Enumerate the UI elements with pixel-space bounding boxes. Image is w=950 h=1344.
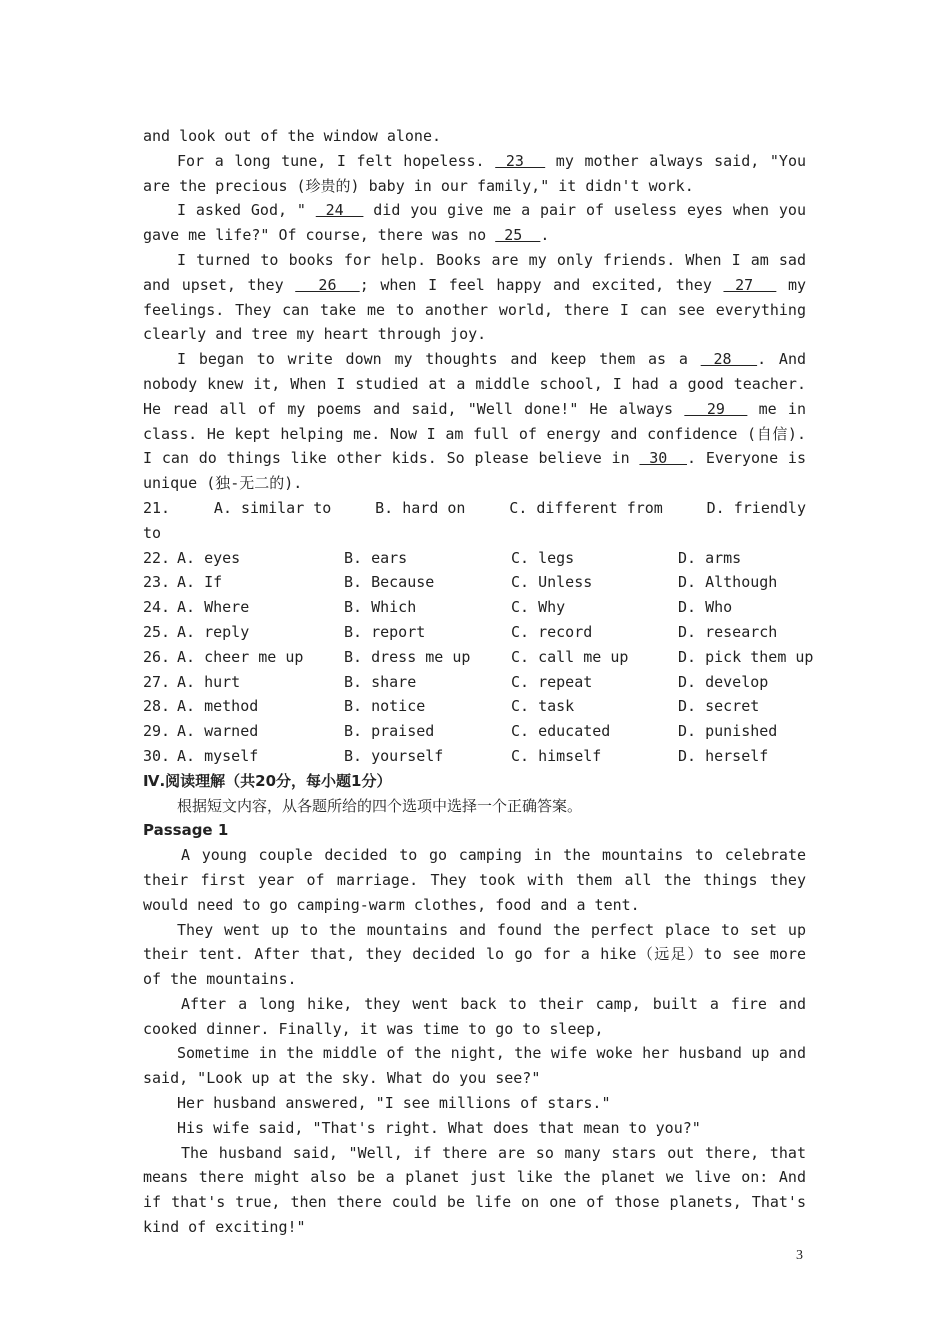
option-b: B. Which xyxy=(344,598,417,617)
passage-body xyxy=(143,843,806,1240)
question-21-wrap: to xyxy=(143,523,162,542)
question-number: 30. xyxy=(143,746,171,765)
option-c: C. legs xyxy=(511,548,575,567)
option-c: C. Why xyxy=(511,598,566,617)
option-b: B. hard on xyxy=(375,498,466,517)
question-row xyxy=(143,670,806,695)
question-row xyxy=(143,570,806,595)
option-b: B. dress me up xyxy=(344,647,471,666)
option-d: D. Although xyxy=(678,573,778,592)
option-a: A. Where xyxy=(177,598,250,617)
blank-29: 29 xyxy=(684,399,748,418)
option-b: B. report xyxy=(344,622,426,641)
cloze-paragraph: I turned to books for help. Books are my only friends. When I am sad and upset, they 26 ; when I feel happy and excited, they 27 my feelings. They can take me to another world, there I can see everything clearly and tree my heart through joy. xyxy=(143,250,807,344)
option-a: A. eyes xyxy=(177,548,241,567)
cloze-paragraph: I began to write down my thoughts and keep them as a 28 . And nobody knew it, When I studied at a middle school, I had a good teacher. He read all of my poems and said, "Well done!" He always 29 me in class. He kept helping me. Now I am full of energy and confidence (自信). I can do things like other kids. So please believe in 30 . Everyone is unique (独-无二的). xyxy=(143,350,807,493)
cloze-paragraph: I asked God, " 24 did you give me a pair of useless eyes when you gave me life?" Of course, there was no 25 . xyxy=(143,201,806,245)
question-row xyxy=(143,546,806,571)
blank-30: 30 xyxy=(639,449,687,468)
option-d: D. pick them up xyxy=(678,647,814,666)
cloze-paragraph: For a long tune, I felt hopeless. 23 my mother always said, "You are the precious (珍贵的) baby in our family," it didn't work. xyxy=(143,151,807,195)
option-a: A. hurt xyxy=(177,672,241,691)
option-c: C. educated xyxy=(511,722,611,741)
option-d: D. Who xyxy=(678,598,733,617)
question-number: 23. xyxy=(143,573,171,592)
blank-24: 24 xyxy=(315,201,364,220)
option-d: D. arms xyxy=(678,548,742,567)
instruction: 根据短文内容，从各题所给的四个选项中选择一个正确答案。 xyxy=(177,796,583,815)
option-a: A. reply xyxy=(177,622,250,641)
passage-paragraph: The husband said, "Well, if there are so many stars out there, that means there might also be a planet just like the planet we live on: And if that's true, then there could be life on one of those planets, That's kind of exciting!" xyxy=(143,1143,806,1237)
question-row xyxy=(143,694,806,719)
question-list xyxy=(143,546,814,769)
option-c: C. call me up xyxy=(511,647,629,666)
option-a: A. If xyxy=(177,573,223,592)
question-number: 25. xyxy=(143,622,171,641)
document-body xyxy=(143,124,814,1240)
blank-26: 26 xyxy=(295,275,360,294)
option-c: C. repeat xyxy=(511,672,593,691)
question-number: 22. xyxy=(143,548,171,567)
option-c: C. record xyxy=(511,622,593,641)
option-d: D. develop xyxy=(678,672,769,691)
option-d: D. punished xyxy=(678,722,778,741)
option-c: C. Unless xyxy=(511,573,593,592)
option-b: B. Because xyxy=(344,573,435,592)
question-row xyxy=(143,595,806,620)
passage-paragraph: They went up to the mountains and found the perfect place to set up their tent. After that, they decided lo go for a hike（远足）to see more of the mountains. xyxy=(143,920,806,989)
question-number: 28. xyxy=(143,697,171,716)
blank-25: 25 xyxy=(495,226,541,245)
passage-paragraph: His wife said, "That's right. What does that mean to you?" xyxy=(177,1118,701,1137)
section-heading: Ⅳ.阅读理解（共20分，每小题1分） xyxy=(143,771,392,790)
passage-paragraph: After a long hike, they went back to their camp, built a fire and cooked dinner. Finally, it was time to go to sleep, xyxy=(143,994,806,1038)
blank-28: 28 xyxy=(700,350,758,369)
option-b: B. yourself xyxy=(344,746,444,765)
option-a: A. myself xyxy=(177,746,259,765)
question-row xyxy=(143,645,814,670)
question-number: 27. xyxy=(143,672,171,691)
passage-paragraph: Her husband answered, "I see millions of stars." xyxy=(177,1094,611,1113)
option-b: B. praised xyxy=(344,722,435,741)
option-d: D. secret xyxy=(678,697,760,716)
option-c: C. himself xyxy=(511,746,602,765)
blank-23: 23 xyxy=(495,151,546,170)
option-a: A. warned xyxy=(177,722,259,741)
option-b: B. notice xyxy=(344,697,426,716)
question-number: 24. xyxy=(143,598,171,617)
cloze-line: and look out of the window alone. xyxy=(143,127,442,145)
question-row xyxy=(143,719,806,744)
blank-27: 27 xyxy=(723,275,777,294)
question-number: 26. xyxy=(143,647,171,666)
option-d: D. friendly xyxy=(706,498,806,517)
question-row xyxy=(143,744,806,769)
option-d: D. herself xyxy=(678,746,769,765)
passage-paragraph: A young couple decided to go camping in the mountains to celebrate their first year of marriage. They took with them all the things they would need to go camping-warm clothes, food and a tent. xyxy=(143,846,806,914)
option-b: B. share xyxy=(344,672,417,691)
question-row xyxy=(143,620,806,645)
question-number: 29. xyxy=(143,722,171,741)
option-d: D. research xyxy=(678,622,778,641)
option-b: B. ears xyxy=(344,548,408,567)
option-a: A. cheer me up xyxy=(177,647,304,666)
option-c: C. task xyxy=(511,697,575,716)
option-a: A. similar to xyxy=(213,498,332,517)
option-c: C. different from xyxy=(509,498,663,517)
passage-paragraph: Sometime in the middle of the night, the wife woke her husband up and said, "Look up at the sky. What do you see?" xyxy=(143,1044,806,1088)
passage-title: Passage 1 xyxy=(143,821,229,840)
question-21 xyxy=(143,496,806,521)
page-number: 3 xyxy=(796,1248,803,1263)
option-a: A. method xyxy=(177,697,259,716)
question-number: 21. xyxy=(143,498,171,517)
